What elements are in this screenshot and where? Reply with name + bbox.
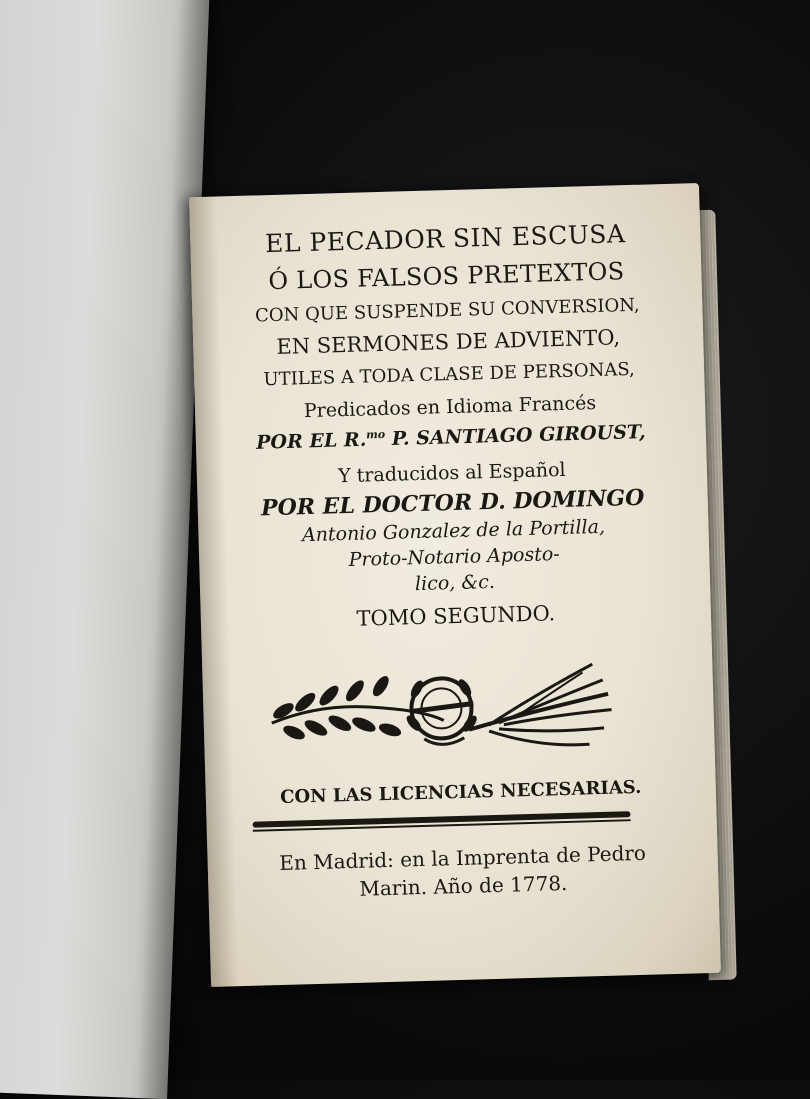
title-page [189,183,721,987]
translator-line-4: lico, &c. [414,570,496,596]
title-line-1: EL PECADOR SIN ESCUSA [264,219,626,259]
translator-line-3: Proto-Notario Aposto- [348,543,560,571]
translated-line: Y traducidos al Español [337,458,566,488]
imprint-line-2: Marin. Año de 1778. [359,870,568,901]
laurel-palm-ornament-icon [262,654,615,764]
volume-line: TOMO SEGUNDO. [356,601,556,631]
author-superscript: mo [365,427,386,442]
preached-line: Predicados en Idioma Francés [303,391,597,423]
author-name: P. SANTIAGO GIROUST, [384,420,646,451]
imprint-line-1: En Madrid: en la Imprenta de Pedro [278,840,647,876]
translator-line-1: POR EL DOCTOR D. DOMINGO [260,484,645,522]
translator-line-2: Antonio Gonzalez de la Portilla, [301,515,606,547]
licences-line: CON LAS LICENCIAS NECESARIAS. [279,776,642,808]
subtitle-line-3: UTILES A TODA CLASE DE PERSONAS, [263,358,636,391]
blank-left-page [0,0,210,1099]
subtitle-line-2: EN SERMONES DE ADVIENTO, [276,325,621,359]
subtitle-line-1: CON QUE SUSPENDE SU CONVERSION, [254,294,640,327]
author-line [196,419,706,456]
author-prefix: POR EL R. [255,428,367,454]
title-line-2: Ó LOS FALSOS PRETEXTOS [268,257,625,296]
